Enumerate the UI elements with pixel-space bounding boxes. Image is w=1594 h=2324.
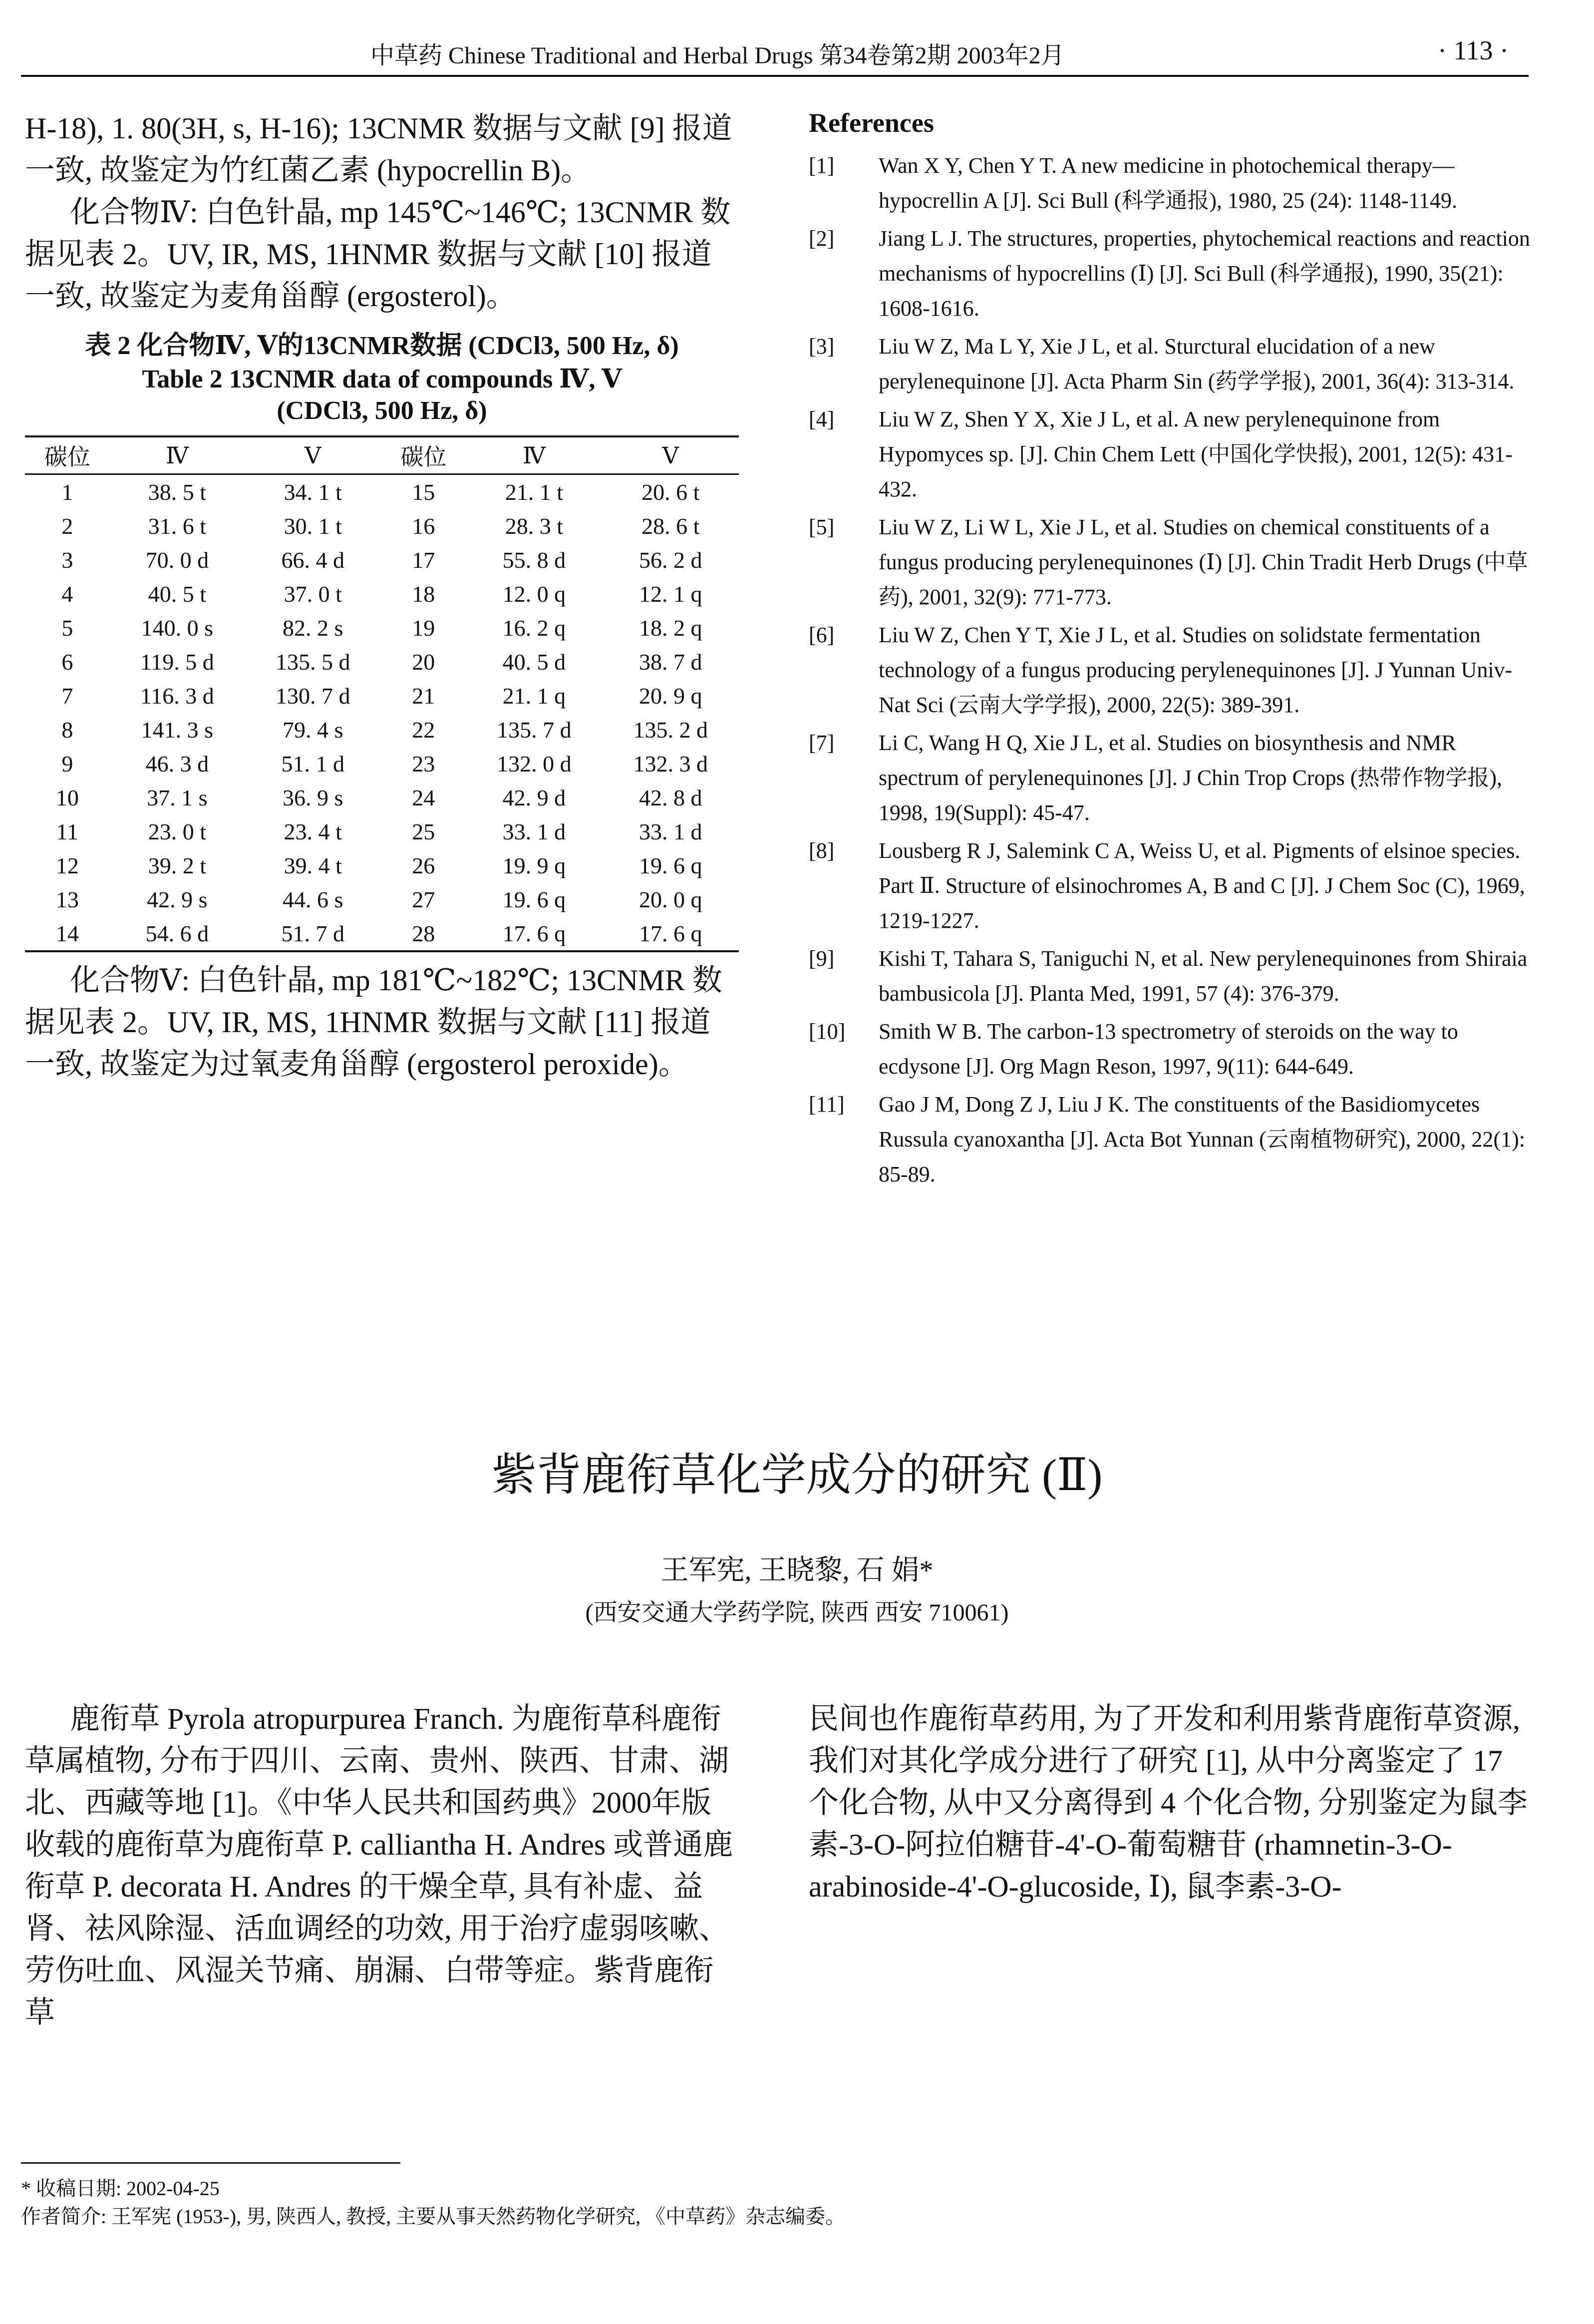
table-cell: 38. 5 t [148, 479, 206, 505]
table-cell: 23 [412, 751, 435, 776]
table-cell: 33. 1 d [639, 818, 702, 844]
table-cell: 135. 2 d [633, 717, 708, 743]
left-column [25, 107, 739, 1085]
table-cell: 17 [412, 547, 435, 573]
table-cell: 17. 6 q [466, 916, 602, 951]
table-cell: 19. 6 q [639, 852, 702, 878]
reference-item [809, 148, 1538, 218]
table-cell: 31. 6 t [148, 513, 206, 539]
header-cell: Ⅴ [603, 436, 739, 474]
table-cell: 132. 0 d [497, 751, 572, 776]
table-cell: 26 [412, 852, 435, 878]
table-cell: 135. 7 d [497, 717, 572, 743]
table-cell: 33. 1 d [502, 818, 566, 844]
table-cell: 20. 6 t [641, 479, 700, 505]
table-cell: 51. 7 d [245, 916, 381, 951]
table-cell: 16. 2 q [502, 615, 566, 641]
table-cell: 46. 3 d [145, 751, 209, 776]
article2-left-column [25, 1698, 739, 2033]
table-cell: 12 [55, 852, 79, 878]
table-cell: 22 [412, 717, 435, 743]
article2-intro-left: 鹿衔草 Pyrola atropurpurea Franch. 为鹿衔草科鹿衔草属植物, 分布于四川、云南、贵州、陕西、甘肃、湖北、西藏等地 [1]。《中华人民共和国药典》2000年版收载的鹿衔草为鹿衔草 P. calliantha H. Andres 或普通鹿衔草 P. decorata H. Andres 的干燥全草, 具有补虚、益肾、祛风除湿、活血调经的功效, 用于治疗虚弱咳嗽、劳伤吐血、风湿关节痛、崩漏、白带等症。紫背鹿衔草 [25, 1702, 733, 2029]
page-number: · 113 · [1438, 35, 1509, 65]
table-cell: 132. 3 d [633, 751, 708, 776]
table-cell: 37. 0 t [284, 581, 342, 607]
table-cell: 8 [61, 717, 73, 743]
table-cell: 13 [55, 886, 79, 912]
table-cell: 28 [381, 916, 466, 951]
running-header [21, 30, 1529, 77]
table-cell: 28. 6 t [641, 513, 700, 539]
table-cell: 135. 5 d [275, 649, 350, 675]
reference-text: Li C, Wang H Q, Xie J L, et al. Studies on biosynthesis and NMR spectrum of perylenequinones [J]. J Chin Trop Crops (热带作物学报), 1998, 19(Suppl): 45-47. [879, 731, 1503, 825]
table-cell: 51. 1 d [281, 751, 344, 776]
paragraph-hypocrellin-b: H-18), 1. 80(3H, s, H-16); 13CNMR 数据与文献 [9] 报道一致, 故鉴定为竹红菌乙素 (hypocrellin B)。 [25, 112, 732, 187]
table-row [25, 882, 739, 916]
article-affiliation: (西安交通大学药学院, 陕西 西安 710061) [585, 1599, 1009, 1626]
table-cell: 21 [412, 683, 435, 709]
table-cell: 11 [56, 818, 78, 844]
reference-item [809, 833, 1538, 938]
table-cell: 119. 5 d [140, 649, 214, 675]
reference-item [809, 329, 1538, 399]
table-cell: 18. 2 q [639, 615, 702, 641]
table-row [25, 747, 739, 780]
footnote-received: * 收稿日期: 2002-04-25 [21, 2177, 220, 2200]
reference-text: Jiang L J. The structures, properties, phytochemical reactions and reaction mechanisms of hypocrellins (Ⅰ) [J]. Sci Bull (科学通报), 1990, 35(21): 1608-1616. [879, 226, 1530, 321]
reference-item [809, 1087, 1538, 1192]
table-cell: 140. 0 s [141, 615, 214, 641]
table-cell: 15 [412, 479, 435, 505]
reference-text: Liu W Z, Ma L Y, Xie J L, et al. Sturctural elucidation of a new perylenequinone [J]. Acta Pharm Sin (药学学报), 2001, 36(4): 313-314. [879, 334, 1515, 393]
table-row [25, 577, 739, 611]
header-cell: Ⅳ [110, 436, 245, 474]
reference-number: [1] [809, 153, 835, 178]
table-caption-cn: 表 2 化合物Ⅳ, Ⅴ的13CNMR数据 (CDCl3, 500 Hz, δ) [85, 332, 679, 360]
reference-number: [8] [809, 838, 835, 863]
footnote-author-info: 作者简介: 王军宪 (1953-), 男, 陕西人, 教授, 主要从事天然药物化学研究, 《中草药》杂志编委。 [21, 2205, 846, 2228]
table-cell: 79. 4 s [283, 717, 343, 743]
table-row [25, 645, 739, 679]
table-cell: 56. 2 d [639, 547, 702, 573]
reference-list [809, 148, 1538, 1192]
header-cell: 碳位 [25, 436, 110, 474]
table-cell: 28. 3 t [505, 513, 563, 539]
table-header-row [25, 436, 739, 474]
table-cell: 12. 1 q [639, 581, 702, 607]
table-cell: 18 [412, 581, 435, 607]
reference-number: [10] [809, 1019, 846, 1044]
table-cell: 7 [61, 683, 73, 709]
references-title: References [809, 108, 934, 138]
journal-name: 中草药 Chinese Traditional and Herbal Drugs 第34卷第2期 2003年2月 [370, 42, 1065, 69]
table-cell: 37. 1 s [147, 784, 208, 810]
reference-text: Smith W B. The carbon-13 spectrometry of steroids on the way to ecdysone [J]. Org Magn Reson, 1997, 9(11): 644-649. [879, 1019, 1458, 1079]
table-row [25, 509, 739, 543]
table-row [25, 679, 739, 713]
table-row [25, 780, 739, 814]
table-cell: 3 [61, 547, 73, 573]
table-cell: 39. 4 t [284, 852, 342, 878]
reference-text: Gao J M, Dong Z J, Liu J K. The constituents of the Basidiomycetes Russula cyanoxantha [J]. Acta Bot Yunnan (云南植物研究), 2000, 22(1): 85-89. [879, 1092, 1525, 1186]
table-cell: 54. 6 d [110, 916, 245, 951]
table-cell: 21. 1 t [505, 479, 563, 505]
reference-text: Kishi T, Tahara S, Taniguchi N, et al. New perylenequinones from Shiraia bambusicola [J]. Planta Med, 1991, 57 (4): 376-379. [879, 946, 1528, 1006]
footnote [21, 2175, 1544, 2231]
table-cell: 19. 6 q [502, 886, 566, 912]
article2-intro-right: 民间也作鹿衔草药用, 为了开发和利用紫背鹿衔草资源, 我们对其化学成分进行了研究 [1], 从中分离鉴定了 17 个化合物, 从中又分离得到 4 个化合物, 分别鉴定为鼠李素-3-O-阿拉伯糖苷-4'-O-葡萄糖苷 (rhamnetin-3-O-arabinoside-4'-O-glucoside, Ⅰ), 鼠李素-3-O- [809, 1702, 1528, 1903]
header-cell: Ⅴ [245, 436, 381, 474]
table-cell: 19 [412, 615, 435, 641]
table-cell: 20. 0 q [639, 886, 702, 912]
reference-item [809, 941, 1538, 1011]
table-cell: 24 [412, 784, 435, 810]
table-row [25, 611, 739, 645]
table-cell: 39. 2 t [148, 852, 206, 878]
table-row [25, 848, 739, 882]
header-cell: Ⅳ [466, 436, 602, 474]
table-cell: 42. 8 d [639, 784, 702, 810]
table-cell: 1 [61, 479, 73, 505]
table-cell: 36. 9 s [283, 784, 343, 810]
table-cell: 4 [61, 581, 73, 607]
reference-number: [9] [809, 946, 835, 971]
paragraph-compound-5: 化合物Ⅴ: 白色针晶, mp 181℃~182℃; 13CNMR 数据见表 2。UV, IR, MS, 1HNMR 数据与文献 [11] 报道一致, 故鉴定为过氧麦角甾醇 (ergosterol peroxide)。 [25, 964, 722, 1081]
table-cell: 19. 9 q [502, 852, 566, 878]
table-cell: 40. 5 d [502, 649, 566, 675]
article2-heading [0, 1438, 1594, 1627]
table-caption-en-conditions: (CDCl3, 500 Hz, δ) [277, 396, 487, 425]
table-cell: 12. 0 q [502, 581, 566, 607]
cnmr-table [25, 435, 739, 952]
references-column [809, 107, 1538, 1195]
reference-text: Wan X Y, Chen Y T. A new medicine in photochemical therapy— hypocrellin A [J]. Sci Bull (科学通报), 1980, 25 (24): 1148-1149. [879, 153, 1457, 213]
table-cell: 6 [61, 649, 73, 675]
table-caption-en: Table 2 13CNMR data of compounds Ⅳ, Ⅴ [142, 365, 622, 393]
paragraph-compound-4: 化合物Ⅳ: 白色针晶, mp 145℃~146℃; 13CNMR 数据见表 2。UV, IR, MS, 1HNMR 数据与文献 [10] 报道一致, 故鉴定为麦角甾醇 (ergosterol)。 [25, 196, 731, 313]
reference-item [809, 402, 1538, 507]
table-cell: 20. 9 q [639, 683, 702, 709]
table-cell: 9 [61, 751, 73, 776]
reference-text: Liu W Z, Shen Y X, Xie J L, et al. A new perylenequinone from Hypomyces sp. [J]. Chin Chem Lett (中国化学快报), 2001, 12(5): 431-432. [879, 407, 1513, 501]
table-cell: 14 [25, 916, 110, 951]
table-cell: 17. 6 q [603, 916, 739, 951]
table-cell: 20 [412, 649, 435, 675]
table-cell: 5 [61, 615, 73, 641]
reference-number: [7] [809, 731, 835, 755]
reference-number: [11] [809, 1092, 845, 1117]
reference-number: [2] [809, 226, 835, 251]
header-cell: 碳位 [381, 436, 466, 474]
reference-item [809, 726, 1538, 830]
table-cell: 23. 4 t [284, 818, 342, 844]
table-cell: 40. 5 t [148, 581, 206, 607]
table-cell: 82. 2 s [283, 615, 343, 641]
table-cell: 16 [412, 513, 435, 539]
table-cell: 42. 9 s [147, 886, 208, 912]
table-cell: 10 [55, 784, 79, 810]
reference-item [809, 221, 1538, 326]
reference-text: Liu W Z, Li W L, Xie J L, et al. Studies on chemical constituents of a fungus producing perylenequinones (Ⅰ) [J]. Chin Tradit Herb Drugs (中草药), 2001, 32(9): 771-773. [879, 515, 1528, 609]
table-row [25, 814, 739, 848]
table-cell: 30. 1 t [284, 513, 342, 539]
reference-item [809, 618, 1538, 723]
table-cell: 141. 3 s [141, 717, 214, 743]
footnote-rule [21, 2162, 400, 2164]
reference-number: [3] [809, 334, 835, 359]
table-cell: 66. 4 d [281, 547, 344, 573]
table-row [25, 543, 739, 577]
reference-number: [5] [809, 515, 835, 539]
table-row [25, 713, 739, 747]
table-cell: 55. 8 d [502, 547, 566, 573]
reference-number: [6] [809, 623, 835, 647]
reference-number: [4] [809, 407, 835, 431]
article-title: 紫背鹿衔草化学成分的研究 (Ⅱ) [491, 1451, 1103, 1500]
table-cell: 2 [61, 513, 73, 539]
reference-text: Lousberg R J, Salemink C A, Weiss U, et al. Pigments of elsinoe species. Part Ⅱ. Structure of elsinochromes A, B and C [J]. J Chem Soc (C), 1969, 1219-1227. [879, 838, 1525, 933]
reference-item [809, 510, 1538, 615]
table-cell: 27 [412, 886, 435, 912]
table-cell: 70. 0 d [145, 547, 209, 573]
table-cell: 38. 7 d [639, 649, 702, 675]
table-row [25, 916, 739, 951]
table-cell: 25 [412, 818, 435, 844]
table-cell: 34. 1 t [284, 479, 342, 505]
reference-item [809, 1014, 1538, 1084]
table-cell: 116. 3 d [140, 683, 214, 709]
table-cell: 130. 7 d [275, 683, 350, 709]
table-cell: 21. 1 q [502, 683, 566, 709]
table-row [25, 474, 739, 509]
article2-right-column [809, 1698, 1538, 1908]
table-cell: 42. 9 d [502, 784, 566, 810]
table-cell: 44. 6 s [283, 886, 343, 912]
article-authors: 王军宪, 王晓黎, 石 娟* [660, 1555, 934, 1586]
reference-text: Liu W Z, Chen Y T, Xie J L, et al. Studies on solidstate fermentation technology of a fungus producing perylenequinones [J]. J Yunnan Univ- Nat Sci (云南大学学报), 2000, 22(5): 389-391. [879, 623, 1513, 717]
table-cell: 23. 0 t [148, 818, 206, 844]
